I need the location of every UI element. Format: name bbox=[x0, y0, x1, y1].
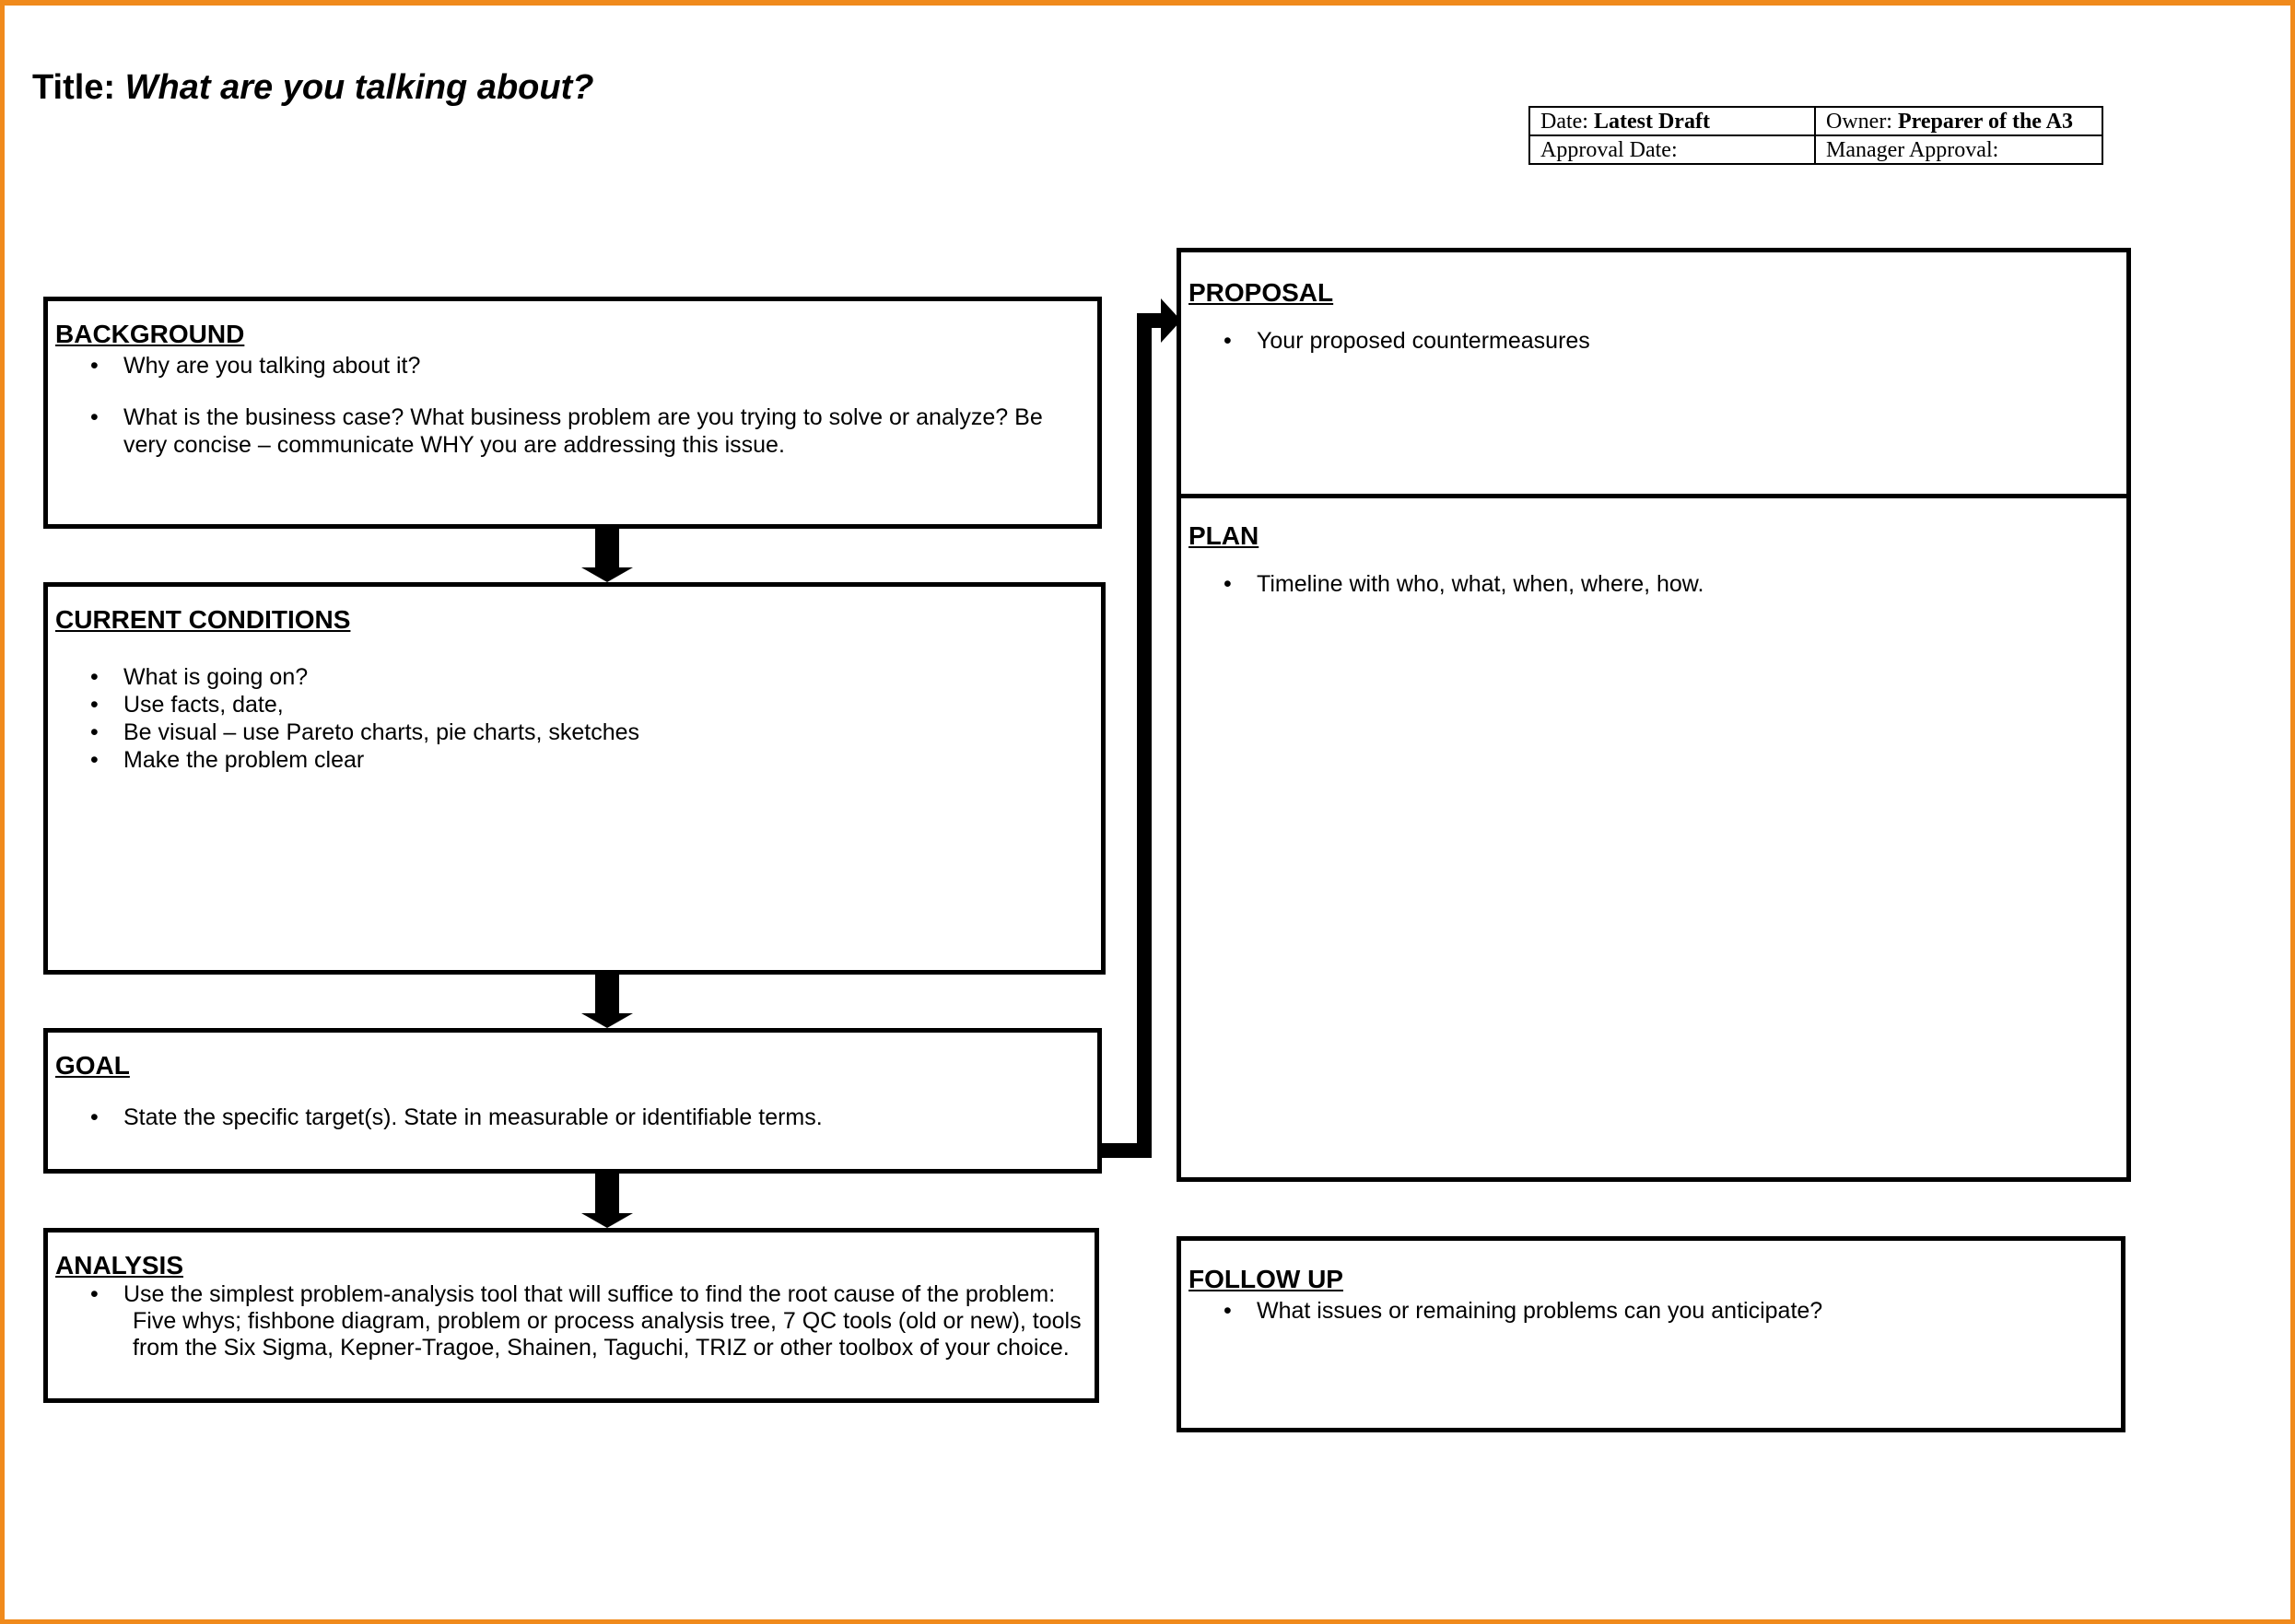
background-heading: BACKGROUND bbox=[55, 320, 245, 348]
bullet-icon: • bbox=[1224, 1298, 1232, 1324]
bullet-icon: • bbox=[90, 1281, 99, 1307]
approval-row bbox=[1529, 107, 2102, 135]
list-item: • Why are you talking about it? bbox=[90, 353, 421, 379]
bullet-icon: • bbox=[90, 747, 99, 773]
plan-heading: PLAN bbox=[1188, 521, 1259, 550]
background-list bbox=[55, 352, 1097, 459]
date-label: Date: bbox=[1540, 109, 1588, 134]
list-item: • Be visual – use Pareto charts, pie charts, sketches bbox=[90, 719, 639, 745]
plan-list bbox=[1188, 570, 2126, 598]
approval-table bbox=[1528, 106, 2103, 165]
manager-approval-label: Manager Approval: bbox=[1826, 137, 1999, 162]
approval-date-cell bbox=[1529, 135, 1815, 164]
list-item: • What issues or remaining problems can you anticipate? bbox=[1224, 1298, 1823, 1324]
page-title bbox=[32, 68, 593, 108]
goal-heading: GOAL bbox=[55, 1051, 130, 1080]
bullet-icon: • bbox=[90, 1104, 99, 1130]
current-conditions-list bbox=[55, 663, 1101, 774]
proposal-heading: PROPOSAL bbox=[1188, 278, 1334, 307]
proposal-section bbox=[1177, 248, 2131, 498]
bullet-icon: • bbox=[90, 719, 99, 745]
list-item: • Make the problem clear bbox=[90, 747, 365, 773]
bullet-icon: • bbox=[90, 353, 99, 379]
goal-section bbox=[43, 1028, 1102, 1174]
bullet-icon: • bbox=[90, 664, 99, 690]
analysis-list bbox=[55, 1281, 1095, 1361]
analysis-section bbox=[43, 1228, 1099, 1403]
approval-row bbox=[1529, 135, 2102, 164]
list-item: • Timeline with who, what, when, where, how. bbox=[1224, 571, 1704, 597]
title-text: What are you talking about? bbox=[124, 68, 594, 107]
current-conditions-section bbox=[43, 582, 1106, 975]
date-value: Latest Draft bbox=[1593, 109, 1710, 134]
owner-label: Owner: bbox=[1826, 109, 1892, 134]
list-item: • What is going on? bbox=[90, 664, 309, 690]
list-item: • Use the simplest problem-analysis tool that will suffice to find the root cause of the problem: Five whys; fishbone diagram, problem or process analysis tree, 7 QC tools (old or new), tools from the Six Sigma, Kepner-Tragoe, Shainen, Taguchi, TRIZ or other toolbox of your choice. bbox=[90, 1281, 1082, 1361]
owner-value: Preparer of the A3 bbox=[1897, 109, 2073, 134]
bullet-icon: • bbox=[1224, 571, 1232, 597]
background-section bbox=[43, 297, 1102, 529]
date-cell bbox=[1529, 107, 1815, 135]
follow-up-section bbox=[1177, 1236, 2125, 1432]
list-item: • Your proposed countermeasures bbox=[1224, 328, 1590, 354]
approval-date-label: Approval Date: bbox=[1540, 137, 1678, 162]
follow-up-list bbox=[1188, 1297, 2121, 1325]
plan-section bbox=[1177, 494, 2131, 1182]
bullet-icon: • bbox=[90, 692, 99, 718]
list-item: • State the specific target(s). State in measurable or identifiable terms. bbox=[90, 1104, 823, 1130]
owner-cell bbox=[1815, 107, 2102, 135]
manager-approval-cell bbox=[1815, 135, 2102, 164]
proposal-list bbox=[1188, 327, 2126, 355]
bullet-icon: • bbox=[1224, 328, 1232, 354]
list-item: • Use facts, date, bbox=[90, 692, 284, 718]
title-label: Title: bbox=[32, 68, 116, 107]
analysis-heading: ANALYSIS bbox=[55, 1251, 184, 1279]
follow-up-heading: FOLLOW UP bbox=[1188, 1265, 1343, 1293]
current-conditions-heading: CURRENT CONDITIONS bbox=[55, 605, 351, 634]
list-item: • What is the business case? What business problem are you trying to solve or analyze? Be very concise – communicate WHY you are addressing this issue. bbox=[90, 404, 1043, 458]
bullet-icon: • bbox=[90, 404, 99, 430]
goal-list bbox=[55, 1104, 1097, 1131]
